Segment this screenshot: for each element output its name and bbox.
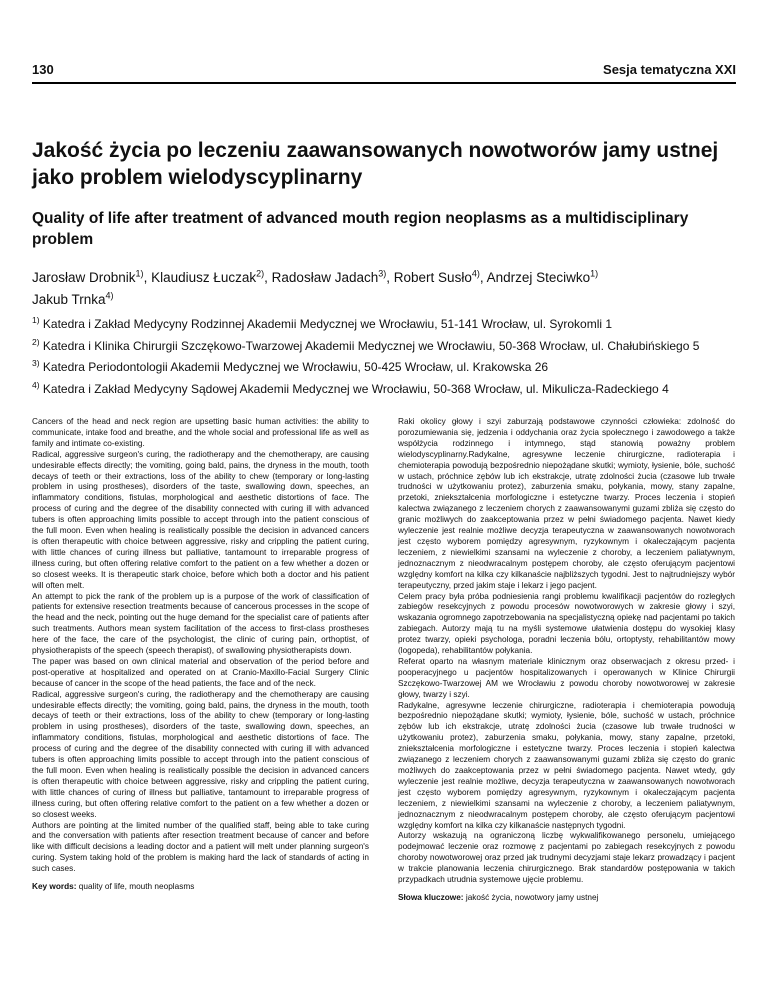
affiliation-list (32, 312, 742, 398)
abstract-paragraph: Radical, aggressive surgeon's curing, the radiotherapy and the chemotherapy, are causing undesirable effects directly; the vomiting, going bald, pains, the dryness in the mouth, tooth decays of teeth or their extractions, loss of the ability to chew (temporary or long-lasting problem in using prostheses), disorders of the taste, swallowing down, speeches, an inflammatory conditions, fistulas, morphological and aesthetic distortions of face. The process of curing and the degree of the disability connected with curing ill with advanced tubers is often approaching limits possible to accept through into the patient conscious of the full moon. Even when healing is realistically possible the decision in advanced cancers is often therapeutic with choice between aggressive, risky and crippling the patient curing, with little chances of curing illness but palliative, tantamount to irreparable progress of illness curing, but often offering relative comfort to the patient on a few whether a dozen or so closest weeks. It is therapeutic stark choice, before which both a doctor and his patient will often melt. (32, 449, 369, 590)
article-title-polish: Jakość życia po leczeniu zaawansowanych nowotworów jamy ustnej jako problem wielodyscyplinarny (32, 139, 719, 189)
abstract-paragraph: An attempt to pick the rank of the problem up is a purpose of the work of classification of patients for extensive resection treatments because of cancerous processes in the scope of the head and the neck, pointing out the huge demand for the specialist care of patients after such treatments. Authors mean system facilitation of the access to first-class prostheses here of the face, the care of the psychologist, the clinic of curing pain, orthoptist, of physiotherapists of the speech (speech therapist), of swallowing physiotherapists down. (32, 591, 369, 656)
abstract-paragraph: Authors are pointing at the limited number of the qualified staff, being able to take curing and the conversation with patients after resection treatment because of cancer and before like with difficult decisions a leading doctor and a patient will melt under planning surgeon's curing. System taking hold of the problem is making hard the lack of standards of acting in such cases. (32, 820, 369, 874)
keywords-text: jakość życia, nowotwory jamy ustnej (465, 892, 599, 902)
keywords-polish (398, 893, 735, 904)
keywords-text: quality of life, mouth neoplasms (78, 882, 195, 892)
abstract-polish (398, 417, 735, 904)
author: Radosław Jadach$^{3)}$, (271, 268, 394, 285)
abstract-paragraph: Raki okolicy głowy i szyi zaburzają podstawowe czynności człowieka: zdolność do porozumiewania się, jedzenia i oddychania oraz życia społecznego i zawodowego a także współżycia rodzinnego i intymnego, stąd stanowią poważny problem wielodyscyplinarny.Radykalne, agresywne leczenie chirurgiczne, radioterapia i chemioterapia powodują bezpośrednio niepożądane skutki; wymioty, łysienie, bóle, suchość w ustach, próchnice zębów lub ich ekstrakcje, utratę zdolności żucia (czasowe lub trwałe trudności w użytkowaniu protez), zaburzenia smaku, połykania, mowy, stany zapalne, przetoki, zniekształcenia morfologiczne i estetyczne twarzy. Proces leczenia i stopień kalectwa związanego z leczeniem chorych z zaawansowanymi guzami zbliża się często do granic możliwych do zaakceptowania przez w pełni świadomego pacjenta. Nawet kiedy wyleczenie jest realnie możliwe decyzja terapeutyczna w zaawansowanych nowotworach jest często wyborem pomiędzy agresywnym, ryzykownym i okaleczającym pacjenta leczeniem, z niewielkimi szansami na wyleczenie z choroby, a leczeniem paliatywnym, jednoznacznym z nieodwracalnym postępem choroby, ale często oferującym pacjentowi względny komfort na kilka czy kilkanaście najbliższych tygodni. Jest to najtrudniejszy wybór terapeutyczny, przed jakim staje i lekarz i jego pacjent. (398, 417, 735, 590)
abstract-paragraph: Celem pracy była próba podniesienia rangi problemu kwalifikacji pacjentów do rozległych zabiegów resekcyjnych z powodu procesów nowotworowych w zakresie głowy i szyi, wskazania ogromnego zapotrzebowania na specjalistyczną opiekę nad pacjentami po takich zabiegach. Autorzy mają tu na myśli systemowe ułatwienia dostępu do wysokiej klasy protez twarzy, opieki psychologa, poradni leczenia bólu, ortoptysty, rehabilitantów mowy (logopeda), rehabilitantów połykania. (398, 591, 735, 656)
author: Robert Susło$^{4)}$, (393, 268, 487, 285)
keywords-english (32, 882, 369, 893)
abstract-paragraph: Referat oparto na własnym materiale klinicznym oraz obserwacjach z okresu przed- i pooperacyjnego u pacjentów hospitalizowanych i operowanych w Klinice Chirurgii Szczękowo-Twarzowej AM we Wrocławiu z powodu choroby nowotworowej w zakresie głowy, twarzy i szyi. (398, 656, 735, 699)
affiliation: $^{2)}$ Katedra i Klinika Chirurgii Szczękowo-Twarzowej Akademii Medycznej we Wrocławiu, 50-368 Wrocław, ul. Chałubińskiego 5 (32, 336, 700, 353)
affiliation: $^{4)}$ Katedra i Zakład Medycyny Sądowej Akademii Medycznej we Wrocławiu, 50-368 Wrocław, ul. Mikulicza-Radeckiego 4 (32, 379, 669, 396)
author: Klaudiusz Łuczak$^{2)}$, (151, 268, 272, 285)
author: Andrzej Steciwko$^{1)}$ (486, 268, 599, 285)
abstract-paragraph: Radical, aggressive surgeon's curing, the radiotherapy and the chemotherapy are causing undesirable effects directly; the vomiting, going bald, pains, the dryness in the mouth, tooth decays of teeth or their extractions, loss of the ability to chew (temporary or long-lasting problem in using prostheses), disorders of the taste, swallowing down, speeches, an inflammatory conditions, fistulas, morphological and aesthetic distortions of face. The process of curing and the degree of the disability connected with curing ill with advanced tubers is often approaching limits possible to accept through into the patient conscious of the full moon. Even when healing is realistically possible the decision in advanced cancers is often therapeutic with choice between aggressive, risky and crippling the patient curing, with little chances of curing of illness but palliative, tantamount to irreparable progress of illness curing, but often offering relative comfort to the patient on a few whether a dozen or so closest weeks. (32, 689, 369, 819)
abstract-paragraph: The paper was based on own clinical material and observation of the period before and post-operative at hospitalized and operated on at Cranio-Maxillo-Facial Surgery Clinic because of cancer in the scope of the head patients, the face and of the neck. (32, 656, 369, 688)
article-title-english: Quality of life after treatment of advanced mouth region neoplasms as a multidisciplinary problem (32, 210, 689, 248)
author: Jarosław Drobnik$^{1)}$, (32, 268, 152, 285)
keywords-label: Key words: (32, 882, 77, 892)
page-number: 130 (32, 62, 54, 77)
abstract-paragraph: Radykalne, agresywne leczenie chirurgiczne, radioterapia i chemioterapia powodują bezpośrednio niepożądane skutki; wymioty, łysienie, bóle, suchość w ustach, próchnice zębów lub ich ekstrakcje, utratę zdolności żucia (czasowe lub trwałe trudności w użytkowaniu protez), zaburzenia smaku, połykania, mowy, stany zapalne, przetoki, zniekształcenia morfologiczne i estetyczne twarzy. Proces leczenia i stopień kalectwa związanego z leczeniem chorych z zaawansowanymi guzami zbliża się często do granic możliwych do zaakceptowania przez w pełni świadomego pacjenta. Nawet wtedy, gdy wyleczenie jest realnie możliwe, decyzja terapeutyczna w zaawansowanych nowotworach jest często wyborem pomiędzy agresywnym, ryzykownym i okaleczającym pacjenta leczeniem, z niewielkimi szansami na wyleczenie z choroby, a leczeniem paliatywnym, jednoznacznym z nieodwracalnym postępem choroby, ale często oferującym pacjentowi względny komfort na kilka czy kilkanaście następnych tygodni. (398, 700, 735, 830)
keywords-label: Słowa kluczowe: (398, 892, 464, 902)
section-title: Sesja tematyczna XXI (603, 62, 736, 77)
abstract-paragraph: Autorzy wskazują na ograniczoną liczbę wykwalifikowanego personelu, umiejącego podejmować leczenie oraz rozmowę z pacjentami po zabiegach resekcyjnych z powodu choroby nowotworowej oraz przed jak trudnymi decyzjami staje lekarz prowadzący i pacjent w trakcie planowania leczenia chirurgicznego. Brak standardów postępowania w takich przypadkach utrudnia systemowe ujęcie problemu. (398, 831, 735, 885)
affiliation: $^{3)}$ Katedra Periodontologii Akademii Medycznej we Wrocławiu, 50-425 Wrocław, ul. Krakowska 26 (32, 358, 549, 374)
affiliation: $^{1)}$ Katedra i Zakład Medycyny Rodzinnej Akademii Medycznej we Wrocławiu, 51-141 Wrocław, ul. Syrokomli 1 (32, 315, 613, 331)
header-rule (32, 82, 736, 84)
abstract-english (32, 417, 369, 893)
author-list (32, 264, 742, 309)
author: Jakub Trnka$^{4)}$ (32, 290, 114, 307)
abstract-paragraph: Cancers of the head and neck region are upsetting basic human activities: the ability to communicate, intake food and breathe, and the whole social and professional life as well as family and intimate co-existing. (32, 417, 369, 448)
